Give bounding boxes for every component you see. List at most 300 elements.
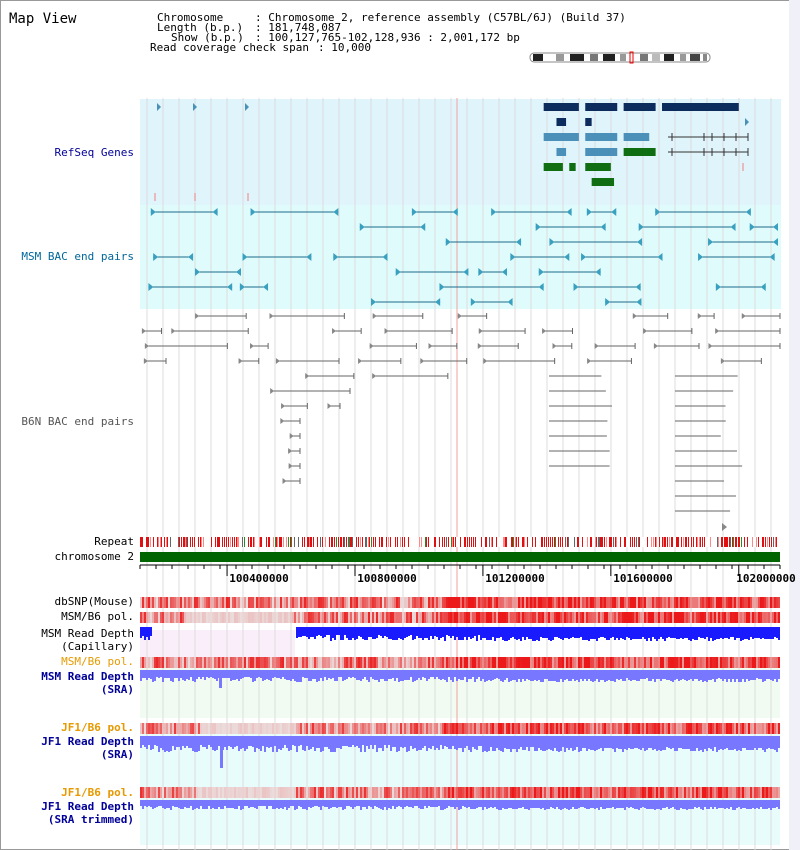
msm-sra-depth-bar xyxy=(758,670,760,679)
msm-capillary-depth-bar xyxy=(446,627,448,635)
msm-b6-pol-heat xyxy=(700,612,702,623)
repeat-element xyxy=(615,537,616,547)
jf1-trimmed-depth-bar xyxy=(306,800,308,810)
msm-b6-pol-heat xyxy=(316,612,318,623)
jf1-b6-pol-2-heat xyxy=(616,787,618,798)
msm-b6-pol-heat xyxy=(710,612,712,623)
msm-b6-pol-heat xyxy=(458,612,460,623)
dbsnp-heat xyxy=(158,597,160,608)
jf1-b6-pol-heat xyxy=(670,723,672,734)
jf1-b6-pol-heat xyxy=(256,723,258,734)
msm-b6-pol-heat xyxy=(528,612,530,623)
msm-sra-depth-bar xyxy=(176,670,178,678)
jf1-b6-pol-heat xyxy=(654,723,656,734)
msm-sra-depth-bar xyxy=(546,670,548,679)
msm-capillary-depth-bar xyxy=(562,627,564,640)
msm-b6-pol-heat xyxy=(162,612,164,623)
msm-b6-pol-2-heat xyxy=(624,657,626,668)
jf1-sra-depth-bar xyxy=(722,736,724,750)
repeat-element xyxy=(688,537,689,547)
jf1-trimmed-depth-bar xyxy=(226,800,228,808)
jf1-trimmed-depth-bar xyxy=(512,800,514,809)
dbsnp-heat xyxy=(322,597,324,608)
dbsnp-heat xyxy=(424,597,426,608)
jf1-b6-pol-2-heat xyxy=(168,787,170,798)
jf1-b6-pol-2-heat xyxy=(558,787,560,798)
msm-b6-pol-heat xyxy=(568,612,570,623)
jf1-trimmed-depth-bar xyxy=(654,800,656,810)
msm-b6-pol-heat xyxy=(554,612,556,623)
msm-b6-pol-heat xyxy=(686,612,688,623)
b6n-end-arrow xyxy=(715,328,719,334)
msm-b6-pol-2-heat xyxy=(172,657,174,668)
repeat-element xyxy=(665,537,666,547)
dbsnp-heat xyxy=(556,597,558,608)
msm-sra-depth-bar xyxy=(276,670,278,678)
msm-b6-pol-heat xyxy=(504,612,506,623)
jf1-b6-pol-heat xyxy=(578,723,580,734)
jf1-b6-pol-heat xyxy=(258,723,260,734)
jf1-sra-depth-bar xyxy=(628,736,630,748)
repeat-element xyxy=(558,537,559,547)
repeat-element xyxy=(460,537,461,547)
msm-sra-depth-bar xyxy=(280,670,282,679)
msm-b6-pol-2-heat xyxy=(712,657,714,668)
msm-sra-depth-bar xyxy=(608,670,610,680)
jf1-trimmed-depth-bar xyxy=(768,800,770,808)
jf1-sra-depth-bar xyxy=(410,736,412,746)
repeat-element xyxy=(238,537,239,547)
msm-b6-pol-2-heat xyxy=(224,657,226,668)
msm-b6-pol-heat xyxy=(678,612,680,623)
msm-capillary-depth-bar xyxy=(576,627,578,638)
track-label-msm-bac[interactable]: MSM BAC end pairs xyxy=(21,250,134,263)
jf1-trimmed-depth-bar xyxy=(590,800,592,808)
jf1-sra-depth-bar xyxy=(622,736,624,752)
msm-b6-pol-heat xyxy=(310,612,312,623)
msm-b6-pol-heat xyxy=(220,612,222,623)
repeat-element xyxy=(218,537,219,547)
repeat-element xyxy=(237,537,238,547)
jf1-trimmed-depth-bar xyxy=(158,800,160,806)
b6n-end-arrow xyxy=(708,343,712,349)
msm-b6-pol-heat xyxy=(454,612,456,623)
jf1-b6-pol-heat xyxy=(286,723,288,734)
repeat-element xyxy=(636,537,637,547)
msm-b6-pol-heat xyxy=(258,612,260,623)
msm-b6-pol-2-heat xyxy=(674,657,676,668)
repeat-element xyxy=(503,537,504,547)
msm-b6-pol-heat xyxy=(536,612,538,623)
msm-b6-pol-heat xyxy=(738,612,740,623)
msm-sra-depth-bar xyxy=(736,670,738,679)
msm-sra-depth-bar xyxy=(572,670,574,679)
track-label-jf1-b6-pol-2[interactable]: JF1/B6 pol. xyxy=(61,786,134,799)
jf1-b6-pol-2-heat xyxy=(452,787,454,798)
track-label-repeat[interactable]: Repeat xyxy=(94,535,134,548)
msm-capillary-depth-bar xyxy=(698,627,700,637)
repeat-element xyxy=(226,537,227,547)
b6n-end-arrow xyxy=(195,313,199,319)
msm-sra-depth-bar xyxy=(612,670,614,681)
repeat-element xyxy=(455,537,456,547)
repeat-element xyxy=(532,537,533,547)
msm-bac-track-bg xyxy=(140,205,781,309)
jf1-trimmed-depth-bar xyxy=(646,800,648,809)
dbsnp-heat xyxy=(190,597,192,608)
jf1-b6-pol-2-heat xyxy=(400,787,402,798)
dbsnp-heat xyxy=(346,597,348,608)
repeat-element xyxy=(310,537,311,547)
b6n-end-arrow xyxy=(327,403,331,409)
repeat-element xyxy=(602,537,603,547)
repeat-element xyxy=(280,537,281,547)
repeat-element xyxy=(775,537,776,547)
msm-b6-pol-heat xyxy=(288,612,290,623)
repeat-element xyxy=(587,537,588,547)
msm-sra-depth-bar xyxy=(336,670,338,681)
msm-b6-pol-heat xyxy=(672,612,674,623)
msm-b6-pol-heat xyxy=(724,612,726,623)
msm-sra-depth-bar xyxy=(144,670,146,678)
jf1-b6-pol-2-heat xyxy=(716,787,718,798)
track-label-jf1-depth-trim[interactable]: JF1 Read Depth xyxy=(41,800,134,813)
msm-b6-pol-2-heat xyxy=(454,657,456,668)
jf1-b6-pol-2-heat xyxy=(262,787,264,798)
jf1-sra-depth-bar xyxy=(580,736,582,751)
msm-b6-pol-heat xyxy=(232,612,234,623)
track-label-msm-b6-pol-2[interactable]: MSM/B6 pol. xyxy=(61,655,134,668)
jf1-b6-pol-2-heat xyxy=(172,787,174,798)
dbsnp-heat xyxy=(360,597,362,608)
msm-sra-depth-bar xyxy=(600,670,602,680)
dbsnp-heat xyxy=(260,597,262,608)
msm-b6-pol-2-heat xyxy=(692,657,694,668)
jf1-sra-depth-bar xyxy=(382,736,384,751)
track-label-msm-b6-pol[interactable]: MSM/B6 pol. xyxy=(61,610,134,623)
repeat-element xyxy=(489,537,490,547)
dbsnp-heat xyxy=(698,597,700,608)
dbsnp-heat xyxy=(478,597,480,608)
track-label-b6n-bac[interactable]: B6N BAC end pairs xyxy=(21,415,134,428)
jf1-b6-pol-heat xyxy=(442,723,444,734)
jf1-trimmed-depth-bar xyxy=(614,800,616,809)
jf1-b6-pol-heat xyxy=(350,723,352,734)
repeat-element xyxy=(268,537,269,547)
msm-sra-depth-bar xyxy=(248,670,250,677)
jf1-trimmed-depth-bar xyxy=(504,800,506,809)
jf1-b6-pol-heat xyxy=(226,723,228,734)
msm-b6-pol-heat xyxy=(770,612,772,623)
msm-b6-pol-2-heat xyxy=(776,657,778,668)
jf1-b6-pol-2-heat xyxy=(598,787,600,798)
repeat-element xyxy=(725,537,726,547)
track-label-msm-depth-sra[interactable]: MSM Read Depth xyxy=(41,670,134,683)
msm-sra-depth-bar xyxy=(360,670,362,681)
repeat-element xyxy=(331,537,332,547)
jf1-sra-depth-bar xyxy=(188,736,190,748)
jf1-sra-depth-bar xyxy=(164,736,166,752)
b6n-end-arrow xyxy=(373,313,377,319)
jf1-sra-depth-bar xyxy=(464,736,466,748)
msm-sra-depth-bar xyxy=(170,670,172,681)
jf1-sra-depth-bar xyxy=(396,736,398,752)
msm-b6-pol-heat xyxy=(158,612,160,623)
dbsnp-heat xyxy=(708,597,710,608)
dbsnp-heat xyxy=(638,597,640,608)
repeat-element xyxy=(400,537,401,547)
jf1-b6-pol-heat xyxy=(222,723,224,734)
ideogram-band xyxy=(570,54,584,61)
msm-b6-pol-2-heat xyxy=(492,657,494,668)
jf1-b6-pol-2-heat xyxy=(354,787,356,798)
jf1-b6-pol-heat xyxy=(506,723,508,734)
info-coverage-key: Read coverage check span xyxy=(150,41,309,54)
jf1-b6-pol-heat xyxy=(284,723,286,734)
jf1-sra-depth-bar xyxy=(486,736,488,752)
track-label-jf1-b6-pol[interactable]: JF1/B6 pol. xyxy=(61,721,134,734)
jf1-b6-pol-2-heat xyxy=(426,787,428,798)
jf1-trimmed-depth-bar xyxy=(474,800,476,809)
dbsnp-heat xyxy=(250,597,252,608)
info-length-key: Length (b.p.) xyxy=(157,21,244,34)
dbsnp-heat xyxy=(164,597,166,608)
msm-b6-pol-2-heat xyxy=(608,657,610,668)
msm-capillary-depth-bar xyxy=(654,627,656,639)
msm-b6-pol-heat xyxy=(658,612,660,623)
jf1-sra-depth-bar xyxy=(238,736,240,751)
jf1-b6-pol-heat xyxy=(164,723,166,734)
msm-capillary-depth-bar xyxy=(596,627,598,641)
jf1-sra-depth-bar xyxy=(548,736,550,749)
jf1-b6-pol-heat xyxy=(412,723,414,734)
repeat-element xyxy=(524,537,525,547)
repeat-element xyxy=(718,537,719,547)
jf1-b6-pol-heat xyxy=(390,723,392,734)
dbsnp-heat xyxy=(406,597,408,608)
jf1-trimmed-depth-bar xyxy=(758,800,760,809)
jf1-b6-pol-heat xyxy=(238,723,240,734)
jf1-sra-depth-bar xyxy=(288,736,290,751)
dbsnp-heat xyxy=(544,597,546,608)
track-label-jf1-depth-sra[interactable]: JF1 Read Depth xyxy=(41,735,134,748)
jf1-b6-pol-heat xyxy=(608,723,610,734)
jf1-b6-pol-2-heat xyxy=(394,787,396,798)
jf1-sra-depth-bar xyxy=(510,736,512,752)
msm-b6-pol-heat xyxy=(142,612,144,623)
jf1-b6-pol-2-heat xyxy=(140,787,142,798)
jf1-b6-pol-heat xyxy=(290,723,292,734)
msm-sra-depth-bar xyxy=(398,670,400,682)
jf1-b6-pol-heat xyxy=(684,723,686,734)
dbsnp-heat xyxy=(402,597,404,608)
jf1-b6-pol-2-heat xyxy=(774,787,776,798)
jf1-trimmed-depth-bar xyxy=(586,800,588,809)
dbsnp-heat xyxy=(428,597,430,608)
jf1-b6-pol-2-heat xyxy=(248,787,250,798)
msm-sra-depth-bar xyxy=(616,670,618,679)
msm-b6-pol-heat xyxy=(512,612,514,623)
msm-b6-pol-2-heat xyxy=(262,657,264,668)
jf1-b6-pol-2-heat xyxy=(392,787,394,798)
jf1-trimmed-depth-bar xyxy=(508,800,510,808)
dbsnp-heat xyxy=(388,597,390,608)
msm-b6-pol-2-heat xyxy=(512,657,514,668)
msm-b6-pol-heat xyxy=(716,612,718,623)
jf1-b6-pol-heat xyxy=(310,723,312,734)
jf1-sra-depth-bar xyxy=(550,736,552,750)
jf1-trimmed-depth-bar xyxy=(342,800,344,810)
jf1-b6-pol-2-heat xyxy=(434,787,436,798)
dbsnp-heat xyxy=(204,597,206,608)
jf1-b6-pol-heat xyxy=(400,723,402,734)
dbsnp-heat xyxy=(482,597,484,608)
jf1-trimmed-depth-bar xyxy=(366,800,368,809)
dbsnp-heat xyxy=(622,597,624,608)
track-label-msm-depth-cap[interactable]: MSM Read Depth xyxy=(41,627,134,640)
msm-b6-pol-heat xyxy=(564,612,566,623)
jf1-sra-depth-bar xyxy=(664,736,666,750)
msm-b6-pol-2-heat xyxy=(270,657,272,668)
msm-capillary-depth-bar xyxy=(760,627,762,639)
msm-sra-depth-bar xyxy=(614,670,616,682)
msm-b6-pol-2-heat xyxy=(298,657,300,668)
jf1-b6-pol-2-heat xyxy=(636,787,638,798)
msm-b6-pol-2-heat xyxy=(294,657,296,668)
msm-b6-pol-heat xyxy=(668,612,670,623)
jf1-sra-depth-bar xyxy=(532,736,534,747)
dbsnp-heat xyxy=(276,597,278,608)
msm-capillary-depth-bar xyxy=(392,627,394,640)
jf1-sra-depth-bar xyxy=(496,736,498,748)
jf1-b6-pol-heat xyxy=(502,723,504,734)
jf1-sra-depth-bar xyxy=(292,736,294,745)
msm-sra-depth-bar xyxy=(524,670,526,681)
repeat-element xyxy=(261,537,262,547)
jf1-b6-pol-heat xyxy=(740,723,742,734)
jf1-b6-pol-heat xyxy=(338,723,340,734)
gene-feature xyxy=(544,103,579,111)
msm-b6-pol-heat xyxy=(560,612,562,623)
jf1-trimmed-depth-bar xyxy=(416,800,418,806)
jf1-trimmed-depth-bar xyxy=(620,800,622,808)
dbsnp-heat xyxy=(656,597,658,608)
msm-sra-depth-bar xyxy=(268,670,270,680)
jf1-b6-pol-2-heat xyxy=(416,787,418,798)
jf1-b6-pol-heat xyxy=(364,723,366,734)
jf1-b6-pol-2-heat xyxy=(562,787,564,798)
repeat-element xyxy=(322,537,323,547)
msm-b6-pol-2-heat xyxy=(140,657,142,668)
msm-b6-pol-heat xyxy=(476,612,478,623)
jf1-trimmed-depth-bar xyxy=(346,800,348,806)
jf1-b6-pol-heat xyxy=(362,723,364,734)
msm-capillary-depth-bar xyxy=(544,627,546,638)
dbsnp-heat xyxy=(522,597,524,608)
msm-b6-pol-2-heat xyxy=(558,657,560,668)
jf1-b6-pol-2-heat xyxy=(644,787,646,798)
dbsnp-heat xyxy=(300,597,302,608)
jf1-b6-pol-2-heat xyxy=(708,787,710,798)
repeat-element xyxy=(170,537,171,547)
repeat-element xyxy=(181,537,182,547)
msm-sra-depth-bar xyxy=(414,670,416,681)
jf1-sra-depth-bar xyxy=(412,736,414,749)
jf1-b6-pol-2-heat xyxy=(500,787,502,798)
track-label-dbsnp[interactable]: dbSNP(Mouse) xyxy=(54,595,134,608)
msm-sra-depth-bar xyxy=(632,670,634,680)
msm-b6-pol-heat xyxy=(394,612,396,623)
repeat-element xyxy=(309,537,310,547)
jf1-sra-depth-bar xyxy=(716,736,718,752)
msm-capillary-depth-bar xyxy=(372,627,374,639)
jf1-trimmed-depth-bar xyxy=(520,800,522,808)
jf1-b6-pol-2-heat xyxy=(724,787,726,798)
dbsnp-heat xyxy=(758,597,760,608)
track-label-refseq[interactable]: RefSeq Genes xyxy=(54,146,134,159)
repeat-element xyxy=(465,537,466,547)
msm-sra-depth-bar xyxy=(284,670,286,679)
jf1-trimmed-depth-bar xyxy=(198,800,200,809)
msm-b6-pol-heat xyxy=(482,612,484,623)
jf1-sra-depth-bar xyxy=(206,736,208,749)
dbsnp-heat xyxy=(770,597,772,608)
b6n-end-arrow xyxy=(478,343,482,349)
msm-capillary-depth-bar xyxy=(656,627,658,641)
dbsnp-heat xyxy=(554,597,556,608)
repeat-element xyxy=(496,537,497,547)
jf1-b6-pol-heat xyxy=(270,723,272,734)
msm-sra-depth-bar xyxy=(252,670,254,682)
msm-b6-pol-heat xyxy=(414,612,416,623)
msm-b6-pol-heat xyxy=(176,612,178,623)
jf1-sra-depth-bar xyxy=(278,736,280,749)
repeat-element xyxy=(190,537,191,547)
repeat-element xyxy=(656,537,657,547)
msm-b6-pol-heat xyxy=(756,612,758,623)
msm-capillary-depth-bar xyxy=(472,627,474,638)
jf1-b6-pol-2-heat xyxy=(606,787,608,798)
msm-capillary-depth-bar xyxy=(610,627,612,638)
msm-b6-pol-2-heat xyxy=(148,657,150,668)
msm-b6-pol-heat xyxy=(182,612,184,623)
jf1-b6-pol-2-heat xyxy=(290,787,292,798)
msm-b6-pol-heat xyxy=(624,612,626,623)
jf1-trimmed-depth-bar xyxy=(214,800,216,809)
dbsnp-heat xyxy=(762,597,764,608)
jf1-trimmed-depth-bar xyxy=(336,800,338,808)
jf1-trimmed-depth-bar xyxy=(626,800,628,807)
jf1-trimmed-depth-bar xyxy=(716,800,718,809)
dbsnp-heat xyxy=(254,597,256,608)
repeat-element xyxy=(735,537,736,547)
jf1-trimmed-depth-bar xyxy=(514,800,516,809)
jf1-b6-pol-2-heat xyxy=(756,787,758,798)
jf1-sra-depth-bar xyxy=(252,736,254,747)
msm-capillary-depth-bar xyxy=(776,627,778,638)
jf1-b6-pol-2-heat xyxy=(432,787,434,798)
jf1-b6-pol-2-heat xyxy=(440,787,442,798)
msm-b6-pol-heat xyxy=(764,612,766,623)
jf1-b6-pol-heat xyxy=(408,723,410,734)
msm-sra-depth-bar xyxy=(706,670,708,682)
msm-b6-pol-heat xyxy=(462,612,464,623)
dbsnp-heat xyxy=(246,597,248,608)
msm-b6-pol-2-heat xyxy=(584,657,586,668)
track-label-jf1-depth-trim-sub: (SRA trimmed) xyxy=(47,813,134,826)
jf1-sra-depth-bar-spike xyxy=(220,736,223,768)
msm-capillary-depth-bar xyxy=(364,627,366,640)
